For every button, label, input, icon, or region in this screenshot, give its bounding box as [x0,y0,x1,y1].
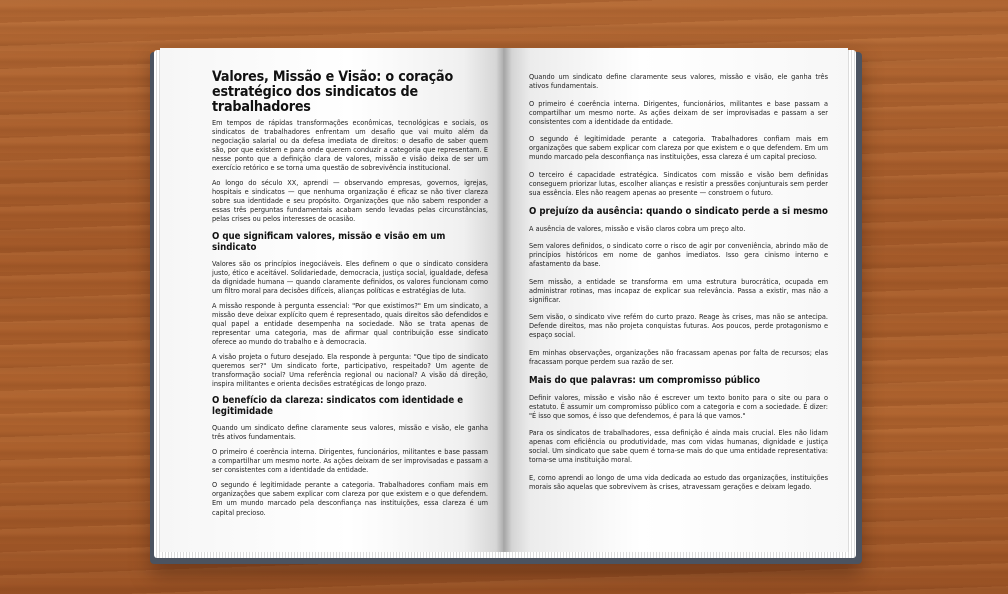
paragraph: Valores são os princípios inegociáveis. Eles definem o que o sindicato considera justo, ético e aceitável. Solidariedade, democracia, justiça social, igualdade, defesa da dignidade humana — quando claramente definidos, os valores funcionam como um filtro moral para decisões difíceis, alianças políticas e estratégias de luta. [212,258,488,295]
paragraph: Para os sindicatos de trabalhadores, essa definição é ainda mais crucial. Eles não lidam apenas com eficiência ou produtividade, mas com vidas humanas, dignidade e justiça social. Um sindicato que sabe quem é torna-se mais do que uma entidade representativa: torna-se uma instituição moral. [529,428,828,465]
paragraph: A ausência de valores, missão e visão claros cobra um preço alto. [529,223,746,233]
section-heading: Mais do que palavras: um compromisso público [529,374,761,386]
chapter-title: Valores, Missão e Visão: o coração estratégico dos sindicatos de trabalhadores [212,69,454,115]
paragraph: Sem missão, a entidade se transforma em uma estrutura burocrática, ocupada em administrar rotinas, mas incapaz de explicar sua relevância. Passa a existir, mas não a significar. [529,276,828,304]
right-page [503,48,848,552]
paragraph: A missão responde à pergunta essencial: "Por que existimos?" Em um sindicato, a missão deve deixar explícito quem é representado, quais direitos são defendidos e qual papel a entidade desempenha na sociedade. Não se trata apenas de representar uma categoria, mas de afirmar qual contribuição esse sindicato oferece ao mundo do trabalho e à democracia. [212,300,488,346]
paragraph: E, como aprendi ao longo de uma vida dedicada ao estudo das organizações, instituições morais são aquelas que sobrevivem às crises, atravessam gerações e deixam legado. [529,472,828,491]
paragraph: Definir valores, missão e visão não é escrever um texto bonito para o site ou para o estatuto. É assumir um compromisso público com a categoria e com a sociedade. É dizer: "É isso que somos, é isso que defendemos, é para lá que vamos." [529,392,828,420]
paragraph: A visão projeta o futuro desejado. Ela responde à pergunta: "Que tipo de sindicato queremos ser?" Um sindicato forte, participativo, respeitado? Um agente de transformação social? Uma referência regional ou nacional? A visão dá direção, inspira militantes e orienta decisões estratégicas de longo prazo. [212,351,488,389]
paragraph: O primeiro é coerência interna. Dirigentes, funcionários, militantes e base passam a compartilhar um mesmo norte. As ações deixam de ser improvisadas e passam a ser consistentes com a identidade da entidade. [212,447,488,475]
paragraph: O segundo é legitimidade perante a categoria. Trabalhadores confiam mais em organizações que sabem explicar com clareza por que existem e o que defendem. Em um mundo marcado pela desconfiança nas instituições, essa clareza é um capital precioso. [529,134,828,162]
section-heading: O benefício da clareza: sindicatos com identidade e legitimidade [212,395,464,418]
paragraph: Sem visão, o sindicato vive refém do curto prazo. Reage às crises, mas não se antecipa. Defende direitos, mas não projeta conquistas futuras. Aos poucos, perde protagonismo e espaço social. [529,312,828,340]
paragraph: O terceiro é capacidade estratégica. Sindicatos com missão e visão bem definidas conseguem priorizar lutas, escolher alianças e resistir a pressões conjunturais sem perder sua essência. Eles não reagem apenas ao presente — constroem o futuro. [529,169,828,197]
paragraph: Quando um sindicato define claramente seus valores, missão e visão, ele ganha três ativos fundamentais. [529,72,828,91]
paragraph: Quando um sindicato define claramente seus valores, missão e visão, ele ganha três ativos fundamentais. [212,423,488,442]
paragraph: Em tempos de rápidas transformações econômicas, tecnológicas e sociais, os sindicatos de trabalhadores enfrentam um desafio que vai muito além da negociação salarial ou da defesa imediata de direitos: o desafio de saber quem são, por que existem e para onde querem conduzir a categoria que representam. E nesse ponto que a definição clara de valores, missão e visão deixa de ser um exercício retórico e se torna uma questão de sobrevivência institucional. [212,118,488,173]
section-heading: O prejuízo da ausência: quando o sindicato perde a si mesmo [529,205,828,217]
paragraph: Ao longo do século XX, aprendi — observando empresas, governos, igrejas, hospitais e sindicatos — que nenhuma organização é eficaz se não tiver clareza sobre sua identidade e seu propósito. Organizações que não sabem responder a essas três perguntas fundamentais acabam sendo levadas pelas circunstâncias, pelas crises ou pelos interesses de ocasião. [212,178,488,224]
paragraph: O segundo é legitimidade perante a categoria. Trabalhadores confiam mais em organizações que sabem explicar com clareza por que existem e o que defendem. Em um mundo marcado pela desconfiança nas instituições, essa clareza é um capital precioso. [212,480,488,517]
left-page [160,48,505,552]
paragraph: Sem valores definidos, o sindicato corre o risco de agir por conveniência, abrindo mão de princípios históricos em nome de ganhos imediatos. Isso gera cinismo interno e afastamento da base. [529,241,828,269]
book-spine-gutter [496,48,512,552]
paragraph: Em minhas observações, organizações não fracassam apenas por falta de recursos; elas fracassam porque perdem sua razão de ser. [529,347,828,367]
paragraph: O primeiro é coerência interna. Dirigentes, funcionários, militantes e base passam a compartilhar um mesmo norte. As ações deixam de ser improvisadas e passam a ser consistentes com a identidade da entidade. [529,98,828,126]
section-heading: O que significam valores, missão e visão em um sindicato [212,230,446,253]
